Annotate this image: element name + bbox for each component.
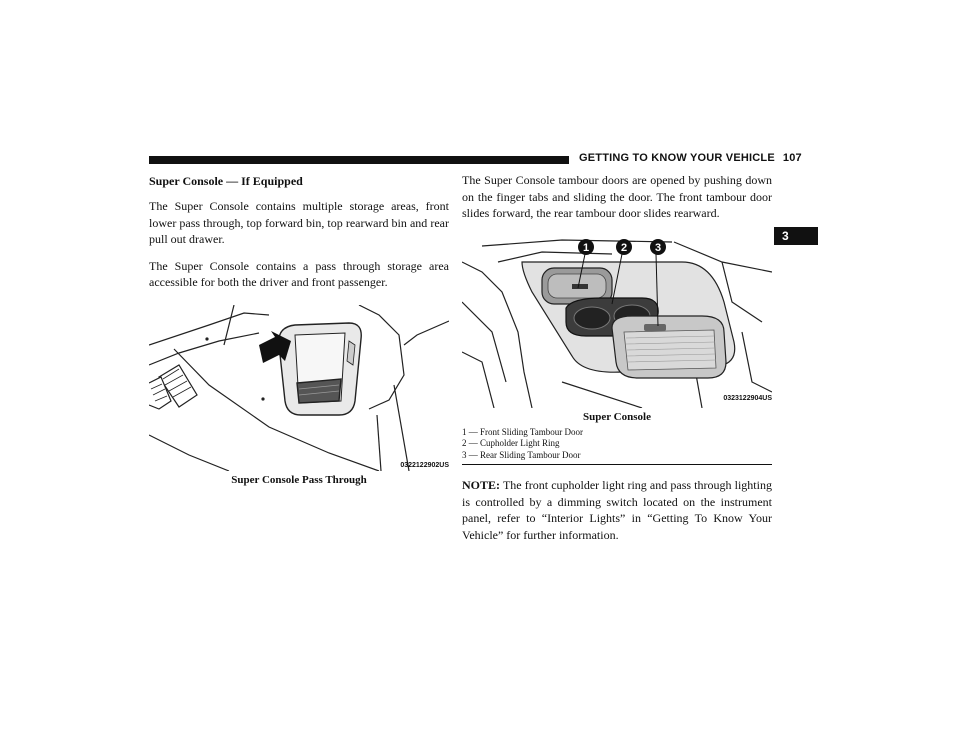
- header-section-title: GETTING TO KNOW YOUR VEHICLE: [579, 152, 775, 164]
- figure-caption: Super Console: [583, 410, 651, 423]
- header-rule: [149, 156, 569, 164]
- page-number: 107: [782, 152, 802, 164]
- chapter-tab[interactable]: 3: [774, 227, 818, 245]
- figure-legend: [462, 427, 772, 466]
- super-console-illustration: [462, 232, 772, 408]
- legend-item: 3 — Rear Sliding Tambour Door: [462, 449, 581, 460]
- figure-super-console: [462, 232, 772, 408]
- paragraph-storage-areas: The Super Console contains multiple storage areas, front lower pass through, top forward bin, top rearward bin and rear pull out drawer.: [149, 199, 449, 246]
- paragraph-pass-through: The Super Console contains a pass through storage area accessible for both the driver and front passenger.: [149, 258, 449, 289]
- console-pass-through-illustration: [149, 305, 449, 471]
- section-title: Super Console — If Equipped: [149, 174, 303, 188]
- callout-3-label: 3: [654, 241, 662, 254]
- figure-caption: Super Console Pass Through: [231, 473, 367, 486]
- running-header: [579, 152, 802, 164]
- callout-markers: [578, 239, 666, 255]
- figure-pass-through: [149, 305, 449, 471]
- callout-2-label: 2: [620, 241, 628, 254]
- note-text: The front cupholder light ring and pass through lighting is controlled by a dimming switch located on the instrument panel, refer to “Interior Lights” in “Getting To Know Your Vehicle” for further information.: [462, 478, 772, 542]
- left-column: [149, 172, 449, 487]
- right-column: [462, 172, 772, 553]
- figure-code: 0323122904US: [723, 394, 772, 402]
- note-label: NOTE:: [462, 478, 501, 492]
- figure-code: 0322122902US: [400, 461, 449, 469]
- legend-item: 1 — Front Sliding Tambour Door: [462, 426, 583, 437]
- paragraph-tambour-doors: The Super Console tambour doors are opened by pushing down on the finger tabs and sliding the door. The front tambour door slides forward, the rear tambour door slides rearward.: [462, 173, 772, 220]
- legend-item: 2 — Cupholder Light Ring: [462, 438, 560, 448]
- callout-1-label: 1: [582, 241, 590, 254]
- note-paragraph: [462, 477, 772, 543]
